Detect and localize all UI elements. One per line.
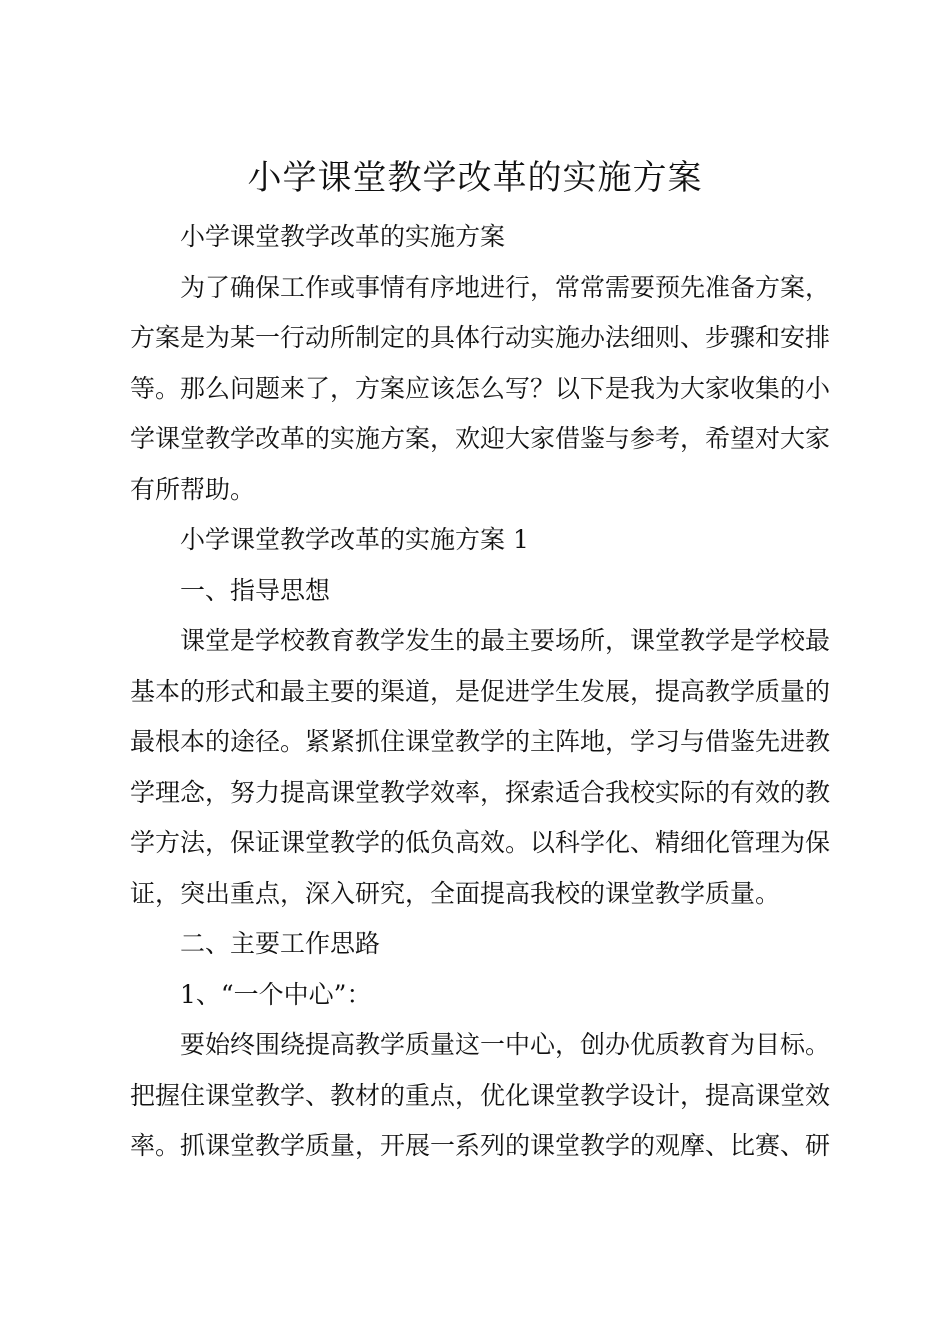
document-title: 小学课堂教学改革的实施方案 (247, 158, 703, 198)
paragraph-intro: 为了确保工作或事情有序地进行，常常需要预先准备方案，方案是为某一行动所制定的具体行动实施办法细则、步骤和安排等。那么问题来了，方案应该怎么写？以下是我为大家收集的小学课堂教学改革的实施方案，欢迎大家借鉴与参考，希望对大家有所帮助。 (130, 272, 831, 504)
paragraph-subtitle: 小学课堂教学改革的实施方案 (180, 222, 506, 251)
section-heading-guiding-ideology: 一、指导思想 (180, 575, 331, 605)
paragraph-one-center: 要始终围绕提高教学质量这一中心，创办优质教育为目标。把握住课堂教学、教材的重点，优化课堂教学设计，提高课堂效率。抓课堂教学质量，开展一系列的课堂教学的观摩、比赛、研 (130, 1030, 831, 1160)
section-heading-main-ideas: 二、主要工作思路 (180, 929, 381, 958)
subsection-heading-one-center: 1、“一个中心”： (180, 979, 372, 1009)
paragraph-guiding-ideology: 课堂是学校教育教学发生的最主要场所，课堂教学是学校最基本的形式和最主要的渠道，是促进学生发展，提高教学质量的最根本的途径。紧紧抓住课堂教学的主阵地，学习与借鉴先进教学理念，努力提高课堂教学效率，探索适合我校实际的有效的教学方法，保证课堂教学的低负高效。以科学化、精细化管理为保证，突出重点，深入研究，全面提高我校的课堂教学质量。 (130, 626, 831, 908)
document-body (130, 212, 830, 1172)
section-heading-plan-1: 小学课堂教学改革的实施方案 1 (180, 525, 529, 554)
